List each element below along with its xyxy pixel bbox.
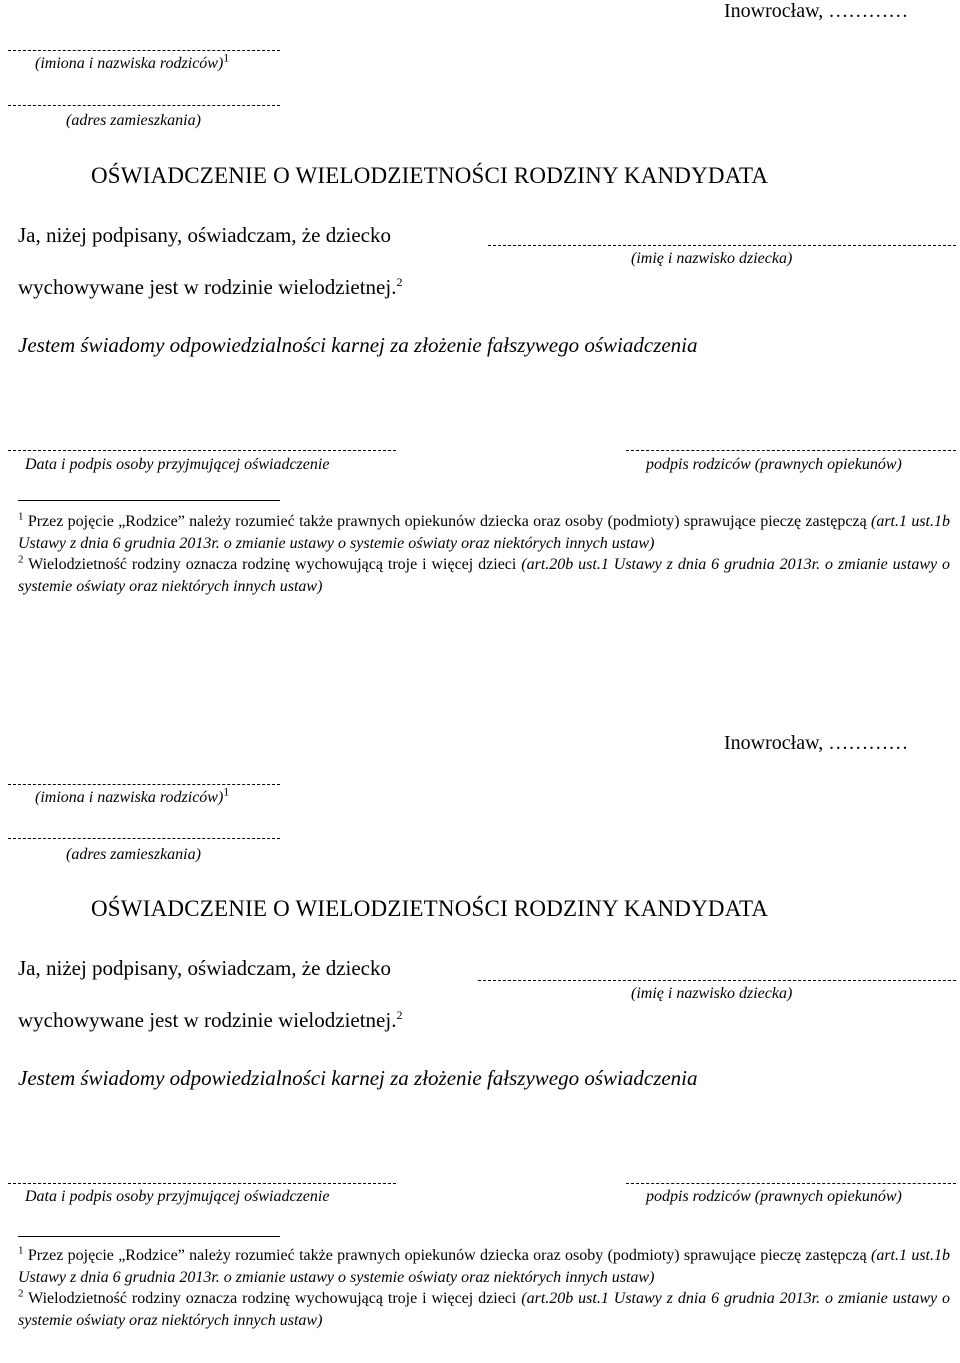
child-name-caption: (imię i nazwisko dziecka) — [631, 250, 793, 267]
receiver-signature-line — [8, 1183, 396, 1184]
parents-names-caption: (imiona i nazwiska rodziców)$^1$ — [35, 50, 230, 72]
parents-signature-line — [626, 1183, 956, 1184]
statement-line-2: wychowywane jest w rodzinie wielodzietnej.$^2$ — [18, 1008, 403, 1032]
place-date: Inowrocław, ………… — [724, 0, 909, 22]
footnote-2: $^2$ Wielodzietność rodziny oznacza rodzinę wychowującą troje i więcej dzieci (art.20b ust.1 Ustawy z dnia 6 grudnia 2013r. o zmianie ustawy o systemie oświaty oraz niektórych innych ustaw) — [18, 1287, 951, 1329]
form-title: OŚWIADCZENIE O WIELODZIETNOŚCI RODZINY KANDYDATA — [91, 896, 769, 921]
footnotes — [18, 511, 950, 597]
footnote-separator — [18, 1236, 280, 1237]
statement-line-2: wychowywane jest w rodzinie wielodzietnej.$^2$ — [18, 275, 403, 299]
child-name-caption: (imię i nazwisko dziecka) — [631, 985, 793, 1002]
footnote-2: $^2$ Wielodzietność rodziny oznacza rodzinę wychowującą troje i więcej dzieci (art.20b ust.1 Ustawy z dnia 6 grudnia 2013r. o zmianie ustawy o systemie oświaty oraz niektórych innych ustaw) — [18, 553, 951, 595]
address-caption: (adres zamieszkania) — [66, 112, 201, 129]
child-name-line — [488, 245, 956, 246]
receiver-signature-caption: Data i podpis osoby przyjmującej oświadczenie — [25, 1188, 330, 1205]
footnote-1: $^1$ Przez pojęcie „Rodzice” należy rozumieć także prawnych opiekunów dziecka oraz osoby (podmioty) sprawujące pieczę zastępczą (art.1 ust.1b Ustawy z dnia 6 grudnia 2013r. o zmianie ustawy o systemie oświaty oraz niektórych innych ustaw) — [18, 1244, 950, 1286]
parents-names-line — [8, 50, 280, 51]
footnotes — [18, 1245, 950, 1331]
parents-names-line — [8, 784, 280, 785]
address-caption: (adres zamieszkania) — [66, 846, 201, 863]
child-name-line — [478, 980, 956, 981]
address-line — [8, 105, 280, 106]
receiver-signature-line — [8, 450, 396, 451]
footnote-separator — [18, 500, 280, 501]
place-date: Inowrocław, ………… — [724, 732, 909, 754]
statement-line-1: Ja, niżej podpisany, oświadczam, że dziecko — [18, 223, 391, 247]
address-line — [8, 838, 280, 839]
parents-names-caption: (imiona i nazwiska rodziców)$^1$ — [35, 784, 230, 806]
liability-declaration: Jestem świadomy odpowiedzialności karnej za złożenie fałszywego oświadczenia — [18, 333, 698, 357]
receiver-signature-caption: Data i podpis osoby przyjmującej oświadczenie — [25, 456, 330, 473]
form-title: OŚWIADCZENIE O WIELODZIETNOŚCI RODZINY KANDYDATA — [91, 163, 769, 188]
liability-declaration: Jestem świadomy odpowiedzialności karnej za złożenie fałszywego oświadczenia — [18, 1066, 698, 1090]
parents-signature-line — [626, 450, 956, 451]
parents-signature-caption: podpis rodziców (prawnych opiekunów) — [646, 1188, 902, 1205]
parents-signature-caption: podpis rodziców (prawnych opiekunów) — [646, 456, 902, 473]
statement-line-1: Ja, niżej podpisany, oświadczam, że dziecko — [18, 956, 391, 980]
footnote-1: $^1$ Przez pojęcie „Rodzice” należy rozumieć także prawnych opiekunów dziecka oraz osoby (podmioty) sprawujące pieczę zastępczą (art.1 ust.1b Ustawy z dnia 6 grudnia 2013r. o zmianie ustawy o systemie oświaty oraz niektórych innych ustaw) — [18, 510, 950, 552]
